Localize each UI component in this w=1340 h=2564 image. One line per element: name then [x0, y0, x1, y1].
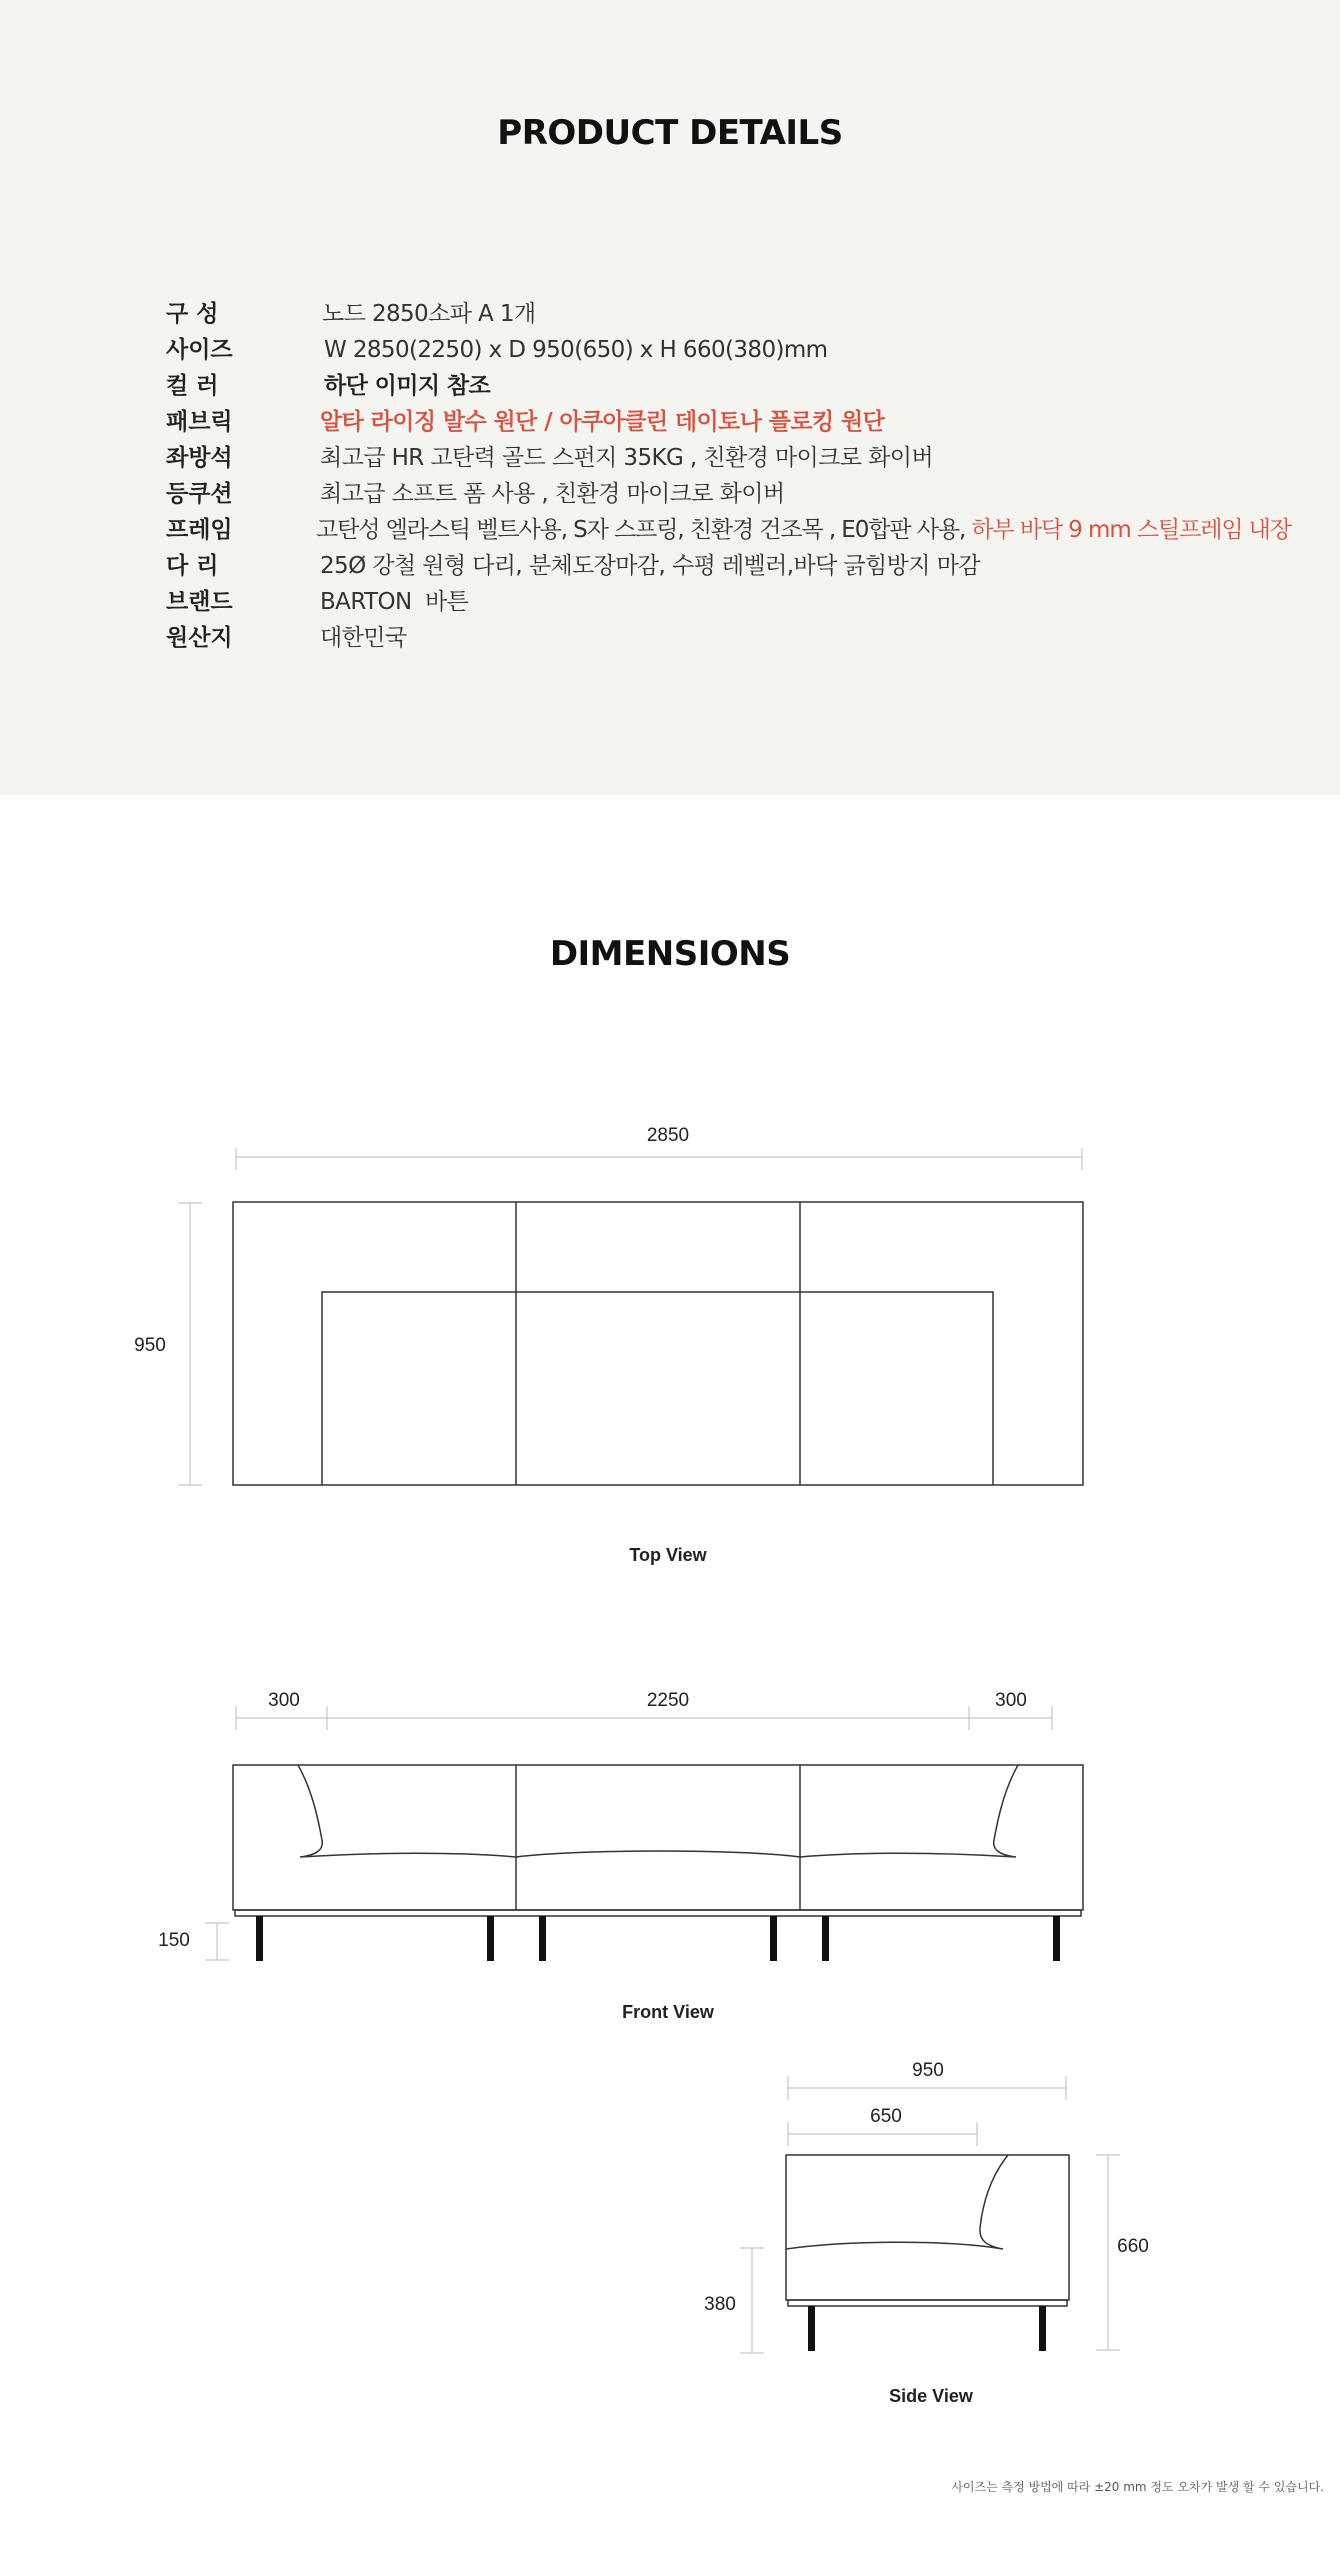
front-view-base — [235, 1910, 1081, 1916]
front-view-arm-right-label: 300 — [995, 1690, 1027, 1711]
front-view-dimension-lines — [205, 1706, 1052, 1960]
front-view-caption: Front View — [622, 2002, 714, 2022]
spec-value: 최고급 소프트 폼 사용 , 친환경 마이크로 화이버 — [320, 481, 785, 507]
front-view-right-arm — [800, 1765, 1018, 1857]
top-view-depth-label: 950 — [134, 1335, 166, 1356]
front-view-body — [233, 1765, 1083, 1910]
side-view-depth-label: 950 — [912, 2060, 944, 2081]
side-view-body — [786, 2155, 1069, 2300]
side-view-base — [788, 2300, 1067, 2306]
spec-label: 프레임 — [166, 517, 233, 543]
spec-label: 구 성 — [166, 301, 219, 327]
spec-value: 하단 이미지 참조 — [324, 373, 491, 399]
top-view-seat-outline — [322, 1292, 993, 1485]
top-view-caption: Top View — [629, 1545, 707, 1565]
front-view-leg-height-label: 150 — [158, 1930, 190, 1951]
top-view-dimension-lines — [178, 1148, 1082, 1485]
product-details-title: PRODUCT DETAILS — [497, 113, 843, 153]
front-view-center-seat — [516, 1851, 800, 1857]
side-view-legs — [808, 2306, 1046, 2351]
side-view-seat-back — [786, 2155, 1008, 2249]
front-view-legs — [256, 1916, 1060, 1961]
front-view-left-arm — [298, 1765, 516, 1857]
side-view-seat-depth-label: 650 — [870, 2106, 902, 2127]
spec-label: 좌방석 — [166, 445, 233, 471]
spec-label: 등쿠션 — [166, 481, 233, 507]
spec-label: 사이즈 — [166, 337, 233, 363]
size-tolerance-footnote: 사이즈는 측정 방법에 따라 ±20 mm 정도 오차가 발생 할 수 있습니다. — [951, 2480, 1324, 2494]
top-view-width-label: 2850 — [646, 1125, 690, 1146]
front-view-arm-left-label: 300 — [268, 1690, 300, 1711]
spec-value: 25Ø 강철 원형 다리, 분체도장마감, 수평 레벨러,바닥 긁힘방지 마감 — [320, 553, 980, 579]
side-view-drawing — [786, 2155, 1069, 2306]
top-view-drawing — [233, 1202, 1083, 1485]
spec-label: 패브릭 — [166, 409, 233, 435]
spec-value-text: 고탄성 엘라스틱 벨트사용, S자 스프링, 친환경 건조목 , E0합판 사용, — [316, 517, 966, 543]
side-view-caption: Side View — [889, 2386, 973, 2406]
spec-label: 다 리 — [166, 553, 219, 579]
side-view-seat-height-label: 380 — [704, 2294, 736, 2315]
front-view-seat-label: 2250 — [646, 1690, 690, 1711]
spec-value-highlight: 하부 바닥 9 mm 스틸프레임 내장 — [971, 517, 1291, 543]
side-view-dimension-lines — [740, 2076, 1120, 2353]
spec-value: 노드 2850소파 A 1개 — [322, 301, 536, 327]
spec-label: 컬 러 — [166, 373, 219, 399]
spec-label: 원산지 — [166, 625, 233, 651]
spec-value: W 2850(2250) x D 950(650) x H 660(380)mm — [324, 337, 828, 363]
top-view-outline — [233, 1202, 1083, 1485]
spec-value: 최고급 HR 고탄력 골드 스펀지 35KG , 친환경 마이크로 화이버 — [320, 445, 933, 471]
spec-label: 브랜드 — [166, 589, 233, 615]
side-view-height-label: 660 — [1117, 2236, 1149, 2257]
spec-value: 대한민국 — [320, 625, 407, 651]
spec-value: 알타 라이징 발수 원단 / 아쿠아클린 데이토나 플로킹 원단 — [320, 409, 885, 435]
front-view-drawing — [233, 1765, 1083, 1916]
spec-value: BARTON 바튼 — [320, 589, 469, 615]
dimensions-title: DIMENSIONS — [549, 934, 791, 974]
